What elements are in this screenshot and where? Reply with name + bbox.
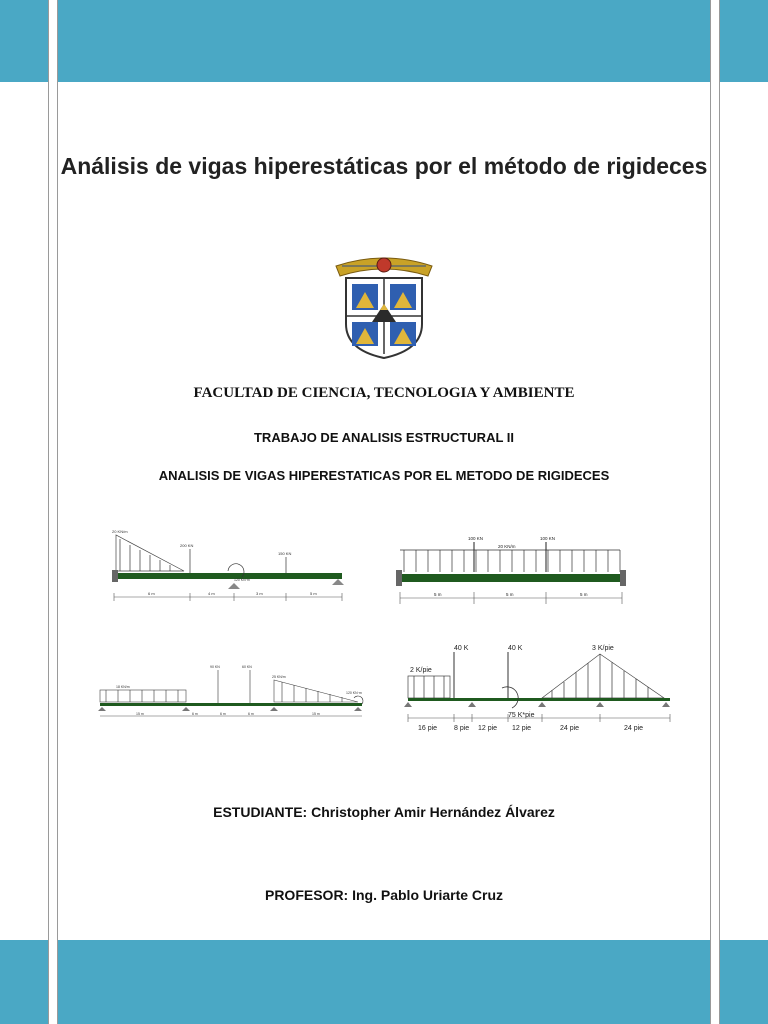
- load-label: 120 KN·m: [234, 578, 250, 582]
- span-label: 15 m: [312, 712, 320, 716]
- beam-diagram-3: [96, 660, 368, 720]
- top-band-center: [58, 0, 710, 82]
- load-label: 3 K/pie: [592, 645, 614, 652]
- span-label: 6 m: [192, 712, 198, 716]
- span-label: 16 pie: [418, 725, 438, 732]
- frame-line: [719, 0, 720, 1024]
- student-name: ESTUDIANTE: Christopher Amir Hernández Álvarez: [213, 804, 555, 820]
- span-label: 15 m: [136, 712, 144, 716]
- span-label: 5 m: [434, 592, 442, 597]
- load-label: 20 KN/m: [498, 544, 516, 549]
- span-label: 5 m: [506, 592, 514, 597]
- bottom-band-right: [720, 940, 768, 1024]
- load-label: 120 KN·m: [346, 691, 362, 695]
- faculty-name: FACULTAD DE CIENCIA, TECNOLOGIA Y AMBIENTE: [193, 385, 575, 401]
- bottom-band-left: [0, 940, 48, 1024]
- beam-diagram-1: [110, 527, 346, 617]
- professor-name: PROFESOR: Ing. Pablo Uriarte Cruz: [264, 887, 504, 903]
- frame-line: [710, 0, 711, 1024]
- beam-diagram-4: [402, 642, 678, 742]
- subject-title: ANALISIS DE VIGAS HIPERESTATICAS POR EL METODO DE RIGIDECES: [158, 468, 610, 483]
- load-label: 2 K/pie: [410, 667, 432, 674]
- beam-diagram-2: [394, 534, 634, 616]
- load-label: 75 K*pie: [508, 712, 535, 719]
- load-label: 18 KN/m: [116, 685, 130, 689]
- load-label: 150 KN: [278, 551, 292, 556]
- load-label: 90 KN: [210, 665, 220, 669]
- load-label: 100 KN: [540, 536, 556, 541]
- load-label: 40 K: [454, 645, 469, 652]
- frame-line: [48, 0, 49, 1024]
- span-label: 12 pie: [478, 725, 498, 732]
- load-label: 20 KN/m: [112, 529, 128, 534]
- bottom-band-center: [58, 940, 710, 1024]
- document-title: Análisis de vigas hiperestáticas por el método de rigideces: [60, 153, 708, 179]
- course-name: TRABAJO DE ANALISIS ESTRUCTURAL II: [253, 430, 514, 445]
- span-label: 24 pie: [560, 725, 580, 732]
- span-label: 5 m: [310, 591, 317, 596]
- span-label: 6 m: [148, 591, 155, 596]
- load-label: 25 KN/m: [272, 675, 286, 679]
- university-seal: [328, 252, 440, 360]
- top-band-right: [720, 0, 768, 82]
- span-label: 8 pie: [454, 725, 470, 732]
- load-label: 200 KN: [180, 543, 194, 548]
- span-label: 4 m: [208, 591, 215, 596]
- top-band-left: [0, 0, 48, 82]
- load-label: 60 KN: [242, 665, 252, 669]
- span-label: 6 m: [248, 712, 254, 716]
- load-label: 40 K: [508, 645, 523, 652]
- span-label: 5 m: [580, 592, 588, 597]
- span-label: 24 pie: [624, 725, 644, 732]
- load-label: 100 KN: [468, 536, 484, 541]
- span-label: 3 m: [256, 591, 263, 596]
- span-label: 12 pie: [512, 725, 532, 732]
- span-label: 6 m: [220, 712, 226, 716]
- cover-page: [58, 82, 710, 940]
